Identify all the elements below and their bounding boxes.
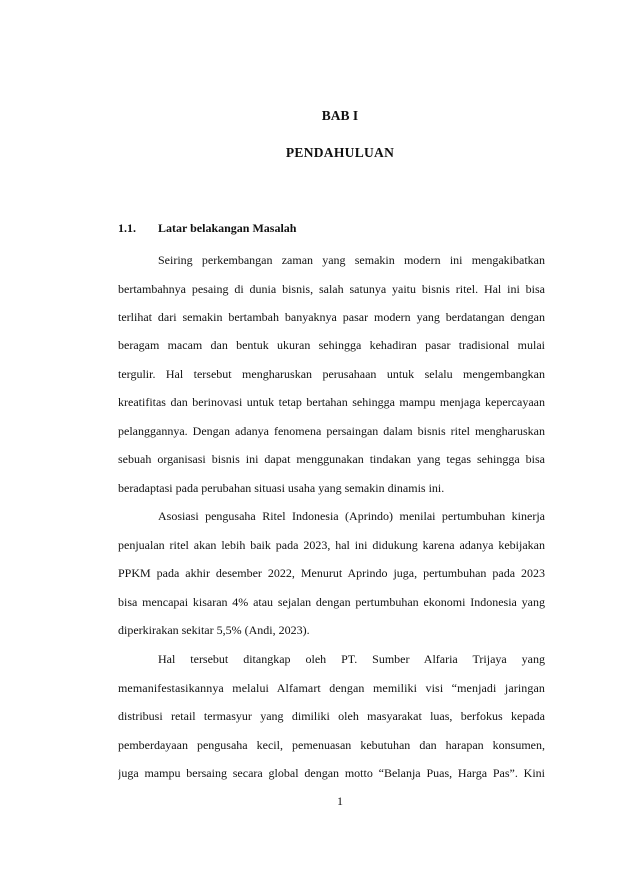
paragraph-line: bisa mencapai kisaran 4% atau sejalan dengan pertumbuhan ekonomi Indonesia yang	[118, 595, 545, 609]
page-number: 1	[337, 794, 343, 808]
paragraph-line: Asosiasi pengusaha Ritel Indonesia (Aprindo) menilai pertumbuhan kinerja	[158, 509, 545, 523]
paragraph-line: sebuah organisasi bisnis ini dapat menggunakan tindakan yang tegas sehingga bisa	[118, 452, 545, 466]
chapter-title: PENDAHULUAN	[285, 145, 395, 160]
paragraph-line: beragam macam dan bentuk ukuran sehingga kehadiran pasar tradisional mulai	[118, 338, 545, 352]
paragraph-line: diperkirakan sekitar 5,5% (Andi, 2023).	[118, 623, 310, 637]
paragraph-line: pemberdayaan pengusaha kecil, pemenuasan kebutuhan dan harapan konsumen,	[118, 738, 545, 752]
paragraph-line: Hal tersebut ditangkap oleh PT. Sumber Alfaria Trijaya yang	[158, 652, 545, 666]
paragraph-line: penjualan ritel akan lebih baik pada 2023, hal ini didukung karena adanya kebijakan	[118, 538, 545, 552]
section-title: Latar belakangan Masalah	[158, 221, 297, 235]
paragraph-line: kreatifitas dan berinovasi untuk tetap bertahan sehingga mampu menjaga kepercayaan	[118, 395, 545, 409]
paragraph-line: Seiring perkembangan zaman yang semakin modern ini mengakibatkan	[158, 253, 545, 267]
paragraph-line: bertambahnya pesaing di dunia bisnis, salah satunya yaitu bisnis ritel. Hal ini bisa	[118, 282, 545, 296]
paragraph-line: beradaptasi pada perubahan situasi usaha yang semakin dinamis ini.	[118, 481, 445, 495]
paragraph-line: juga mampu bersaing secara global dengan motto “Belanja Puas, Harga Pas”. Kini	[118, 766, 545, 780]
section-number: 1.1.	[118, 221, 136, 235]
paragraph-line: pelanggannya. Dengan adanya fenomena persaingan dalam bisnis ritel mengharuskan	[118, 424, 545, 438]
paragraph-line: memanifestasikannya melalui Alfamart dengan memiliki visi “menjadi jaringan	[118, 681, 545, 695]
paragraph-line: terlihat dari semakin bertambah banyaknya pasar modern yang berdatangan dengan	[118, 310, 545, 324]
section-heading	[118, 221, 296, 236]
paragraph-line: tergulir. Hal tersebut mengharuskan perusahaan untuk selalu mengembangkan	[118, 367, 545, 381]
paragraph-line: PPKM pada akhir desember 2022, Menurut Aprindo juga, pertumbuhan pada 2023	[118, 566, 545, 580]
chapter-number: BAB I	[321, 108, 359, 123]
paragraph-line: distribusi retail termasyur yang dimiliki oleh masyarakat luas, berfokus kepada	[118, 709, 545, 723]
